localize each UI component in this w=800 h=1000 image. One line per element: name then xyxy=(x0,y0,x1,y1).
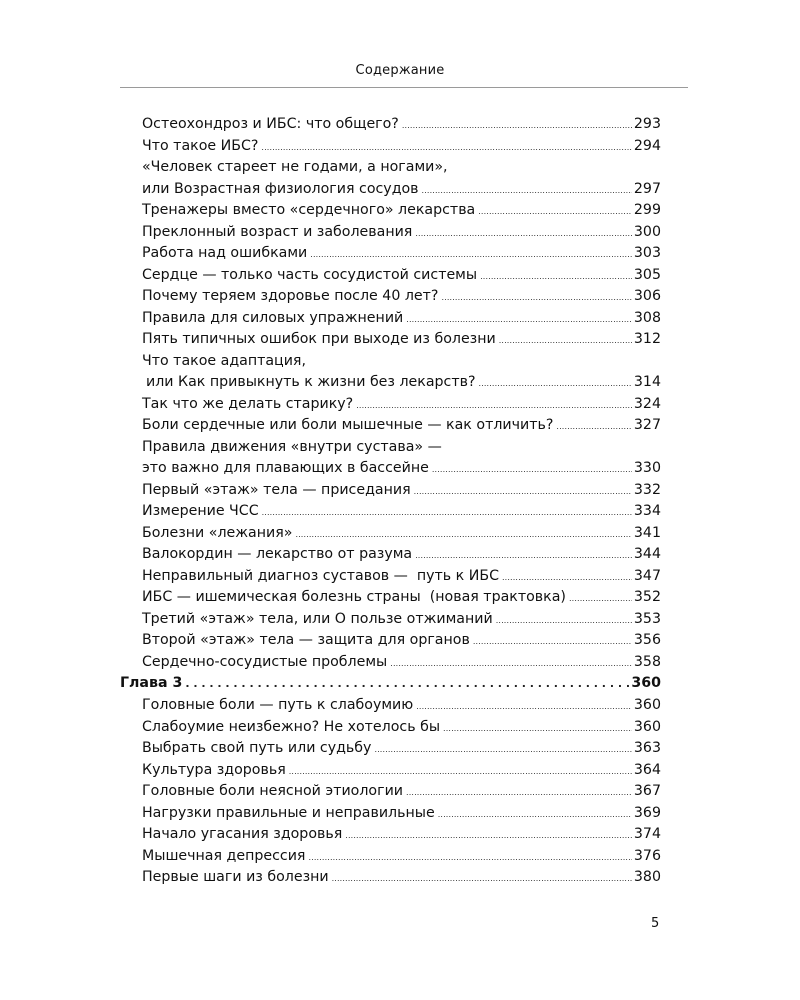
leader-dots xyxy=(262,508,632,517)
header-rule xyxy=(120,87,688,88)
toc-entry-page: 314 xyxy=(633,374,661,390)
toc-entry-title: это важно для плавающих в бассейне xyxy=(142,460,429,476)
toc-entry xyxy=(120,245,661,267)
toc-entry-title: или Как привыкнуть к жизни без лекарств? xyxy=(146,374,476,390)
leader-dots xyxy=(289,767,632,776)
leader-dots xyxy=(473,637,632,646)
toc-entry xyxy=(120,869,661,891)
toc-entry xyxy=(120,267,661,289)
toc-entry-page: 369 xyxy=(633,804,661,821)
toc-entry-title: Первые шаги из болезни xyxy=(142,869,329,885)
toc-entry xyxy=(120,396,661,418)
toc-entry-title: Тренажеры вместо «сердечного» лекарства xyxy=(142,202,476,218)
table-of-contents xyxy=(120,116,661,891)
page-number: 5 xyxy=(651,916,660,931)
toc-entry-page: 303 xyxy=(633,245,661,261)
toc-entry-page: 332 xyxy=(633,481,661,498)
toc-entry-page: 352 xyxy=(633,589,661,605)
toc-entry-title: Третий «этаж» тела, или О пользе отжиманий xyxy=(142,610,493,627)
leader-dots xyxy=(414,487,632,496)
toc-entry-title: Болезни «лежания» xyxy=(142,524,293,541)
toc-entry-page: 334 xyxy=(633,503,661,519)
toc-entry-page: 367 xyxy=(633,783,661,799)
toc-entry-title: Мышечная депрессия xyxy=(142,847,306,864)
leader-dots xyxy=(185,677,629,690)
toc-entry-page: 358 xyxy=(633,653,661,670)
leader-dots xyxy=(556,422,632,431)
leader-dots xyxy=(438,810,632,819)
toc-entry-page: 308 xyxy=(633,309,661,326)
toc-entry-title: Преклонный возраст и заболевания xyxy=(142,223,413,240)
toc-entry xyxy=(120,848,661,870)
leader-dots xyxy=(390,659,632,668)
toc-entry-title: «Человек стареет не годами, а ногами», xyxy=(142,159,448,175)
toc-entry xyxy=(120,374,661,396)
leader-dots xyxy=(415,229,632,238)
toc-entry-title: Правила для силовых упражнений xyxy=(142,309,404,326)
toc-chapter-page: 360 xyxy=(631,675,661,691)
toc-entry-title: Слабоумие неизбежно? Не хотелось бы xyxy=(142,718,441,735)
toc-entry xyxy=(120,202,661,224)
toc-entry-page: 364 xyxy=(633,761,661,778)
leader-dots xyxy=(479,379,632,388)
toc-entry-title: Что такое ИБС? xyxy=(142,137,259,154)
leader-dots xyxy=(499,336,632,345)
leader-dots xyxy=(310,250,632,259)
toc-entry-title: Почему теряем здоровье после 40 лет? xyxy=(142,288,439,304)
leader-dots xyxy=(406,788,632,797)
toc-entry-page: 299 xyxy=(633,202,661,218)
toc-entry-page: 356 xyxy=(633,632,661,648)
toc-entry xyxy=(120,632,661,654)
toc-entry xyxy=(120,503,661,525)
toc-entry-title: Так что же делать старику? xyxy=(142,395,354,412)
toc-chapter-entry xyxy=(120,675,661,697)
leader-dots xyxy=(441,293,631,302)
toc-entry xyxy=(120,116,661,138)
toc-entry-page: 341 xyxy=(633,524,661,541)
toc-entry-title: Второй «этаж» тела — защита для органов xyxy=(142,632,470,648)
toc-entry-title: Начало угасания здоровья xyxy=(142,826,343,842)
leader-dots xyxy=(332,874,632,883)
toc-entry xyxy=(120,353,661,375)
toc-entry xyxy=(120,439,661,461)
leader-dots xyxy=(432,465,632,474)
toc-entry-page: 347 xyxy=(633,567,661,584)
toc-entry xyxy=(120,181,661,203)
toc-entry-title: Выбрать свой путь или судьбу xyxy=(142,740,372,756)
toc-entry-title: Правила движения «внутри сустава» — xyxy=(142,438,442,455)
toc-entry-page: 294 xyxy=(633,137,661,154)
toc-entry xyxy=(120,482,661,504)
toc-entry-title: Первый «этаж» тела — приседания xyxy=(142,481,411,498)
toc-entry-page: 374 xyxy=(633,826,661,842)
toc-entry-title: Валокордин — лекарство от разума xyxy=(142,546,413,562)
toc-entry-title: Сердце — только часть сосудистой системы xyxy=(142,266,478,283)
toc-entry xyxy=(120,611,661,633)
toc-entry-page: 305 xyxy=(633,266,661,283)
toc-entry-title: Головные боли — путь к слабоумию xyxy=(142,697,414,713)
toc-entry xyxy=(120,417,661,439)
leader-dots xyxy=(443,724,632,733)
toc-entry xyxy=(120,740,661,762)
toc-entry-page: 293 xyxy=(633,116,661,132)
toc-entry-page: 360 xyxy=(633,718,661,735)
toc-entry xyxy=(120,224,661,246)
toc-entry-title: Нагрузки правильные и неправильные xyxy=(142,804,435,821)
toc-entry-title: Боли сердечные или боли мышечные — как отличить? xyxy=(142,417,554,433)
toc-entry xyxy=(120,826,661,848)
leader-dots xyxy=(502,573,632,582)
running-header: Содержание xyxy=(355,63,445,78)
toc-entry-title: Что такое адаптация, xyxy=(142,352,306,369)
toc-entry xyxy=(120,654,661,676)
toc-entry-page: 360 xyxy=(633,697,661,713)
toc-entry-page: 306 xyxy=(633,288,661,304)
leader-dots xyxy=(374,745,631,754)
toc-entry-page: 297 xyxy=(633,180,661,197)
toc-entry xyxy=(120,805,661,827)
toc-entry xyxy=(120,159,661,181)
leader-dots xyxy=(295,530,631,539)
toc-entry-title: Неправильный диагноз суставов — путь к ИБС xyxy=(142,567,499,584)
toc-entry-title: Культура здоровья xyxy=(142,761,286,778)
toc-entry xyxy=(120,288,661,310)
leader-dots xyxy=(406,315,632,324)
toc-entry-title: или Возрастная физиология сосудов xyxy=(142,180,419,197)
leader-dots xyxy=(415,551,632,560)
leader-dots xyxy=(478,207,632,216)
leader-dots xyxy=(496,616,632,625)
toc-entry-title: Работа над ошибками xyxy=(142,245,308,261)
leader-dots xyxy=(569,594,632,603)
toc-entry xyxy=(120,719,661,741)
toc-entry-title: Головные боли неясной этиологии xyxy=(142,783,404,799)
toc-entry-title: Остеохондроз и ИБС: что общего? xyxy=(142,116,399,132)
toc-entry xyxy=(120,589,661,611)
toc-entry xyxy=(120,460,661,482)
toc-entry-page: 312 xyxy=(633,331,661,347)
leader-dots xyxy=(356,401,632,410)
toc-entry-page: 363 xyxy=(633,740,661,756)
toc-entry xyxy=(120,310,661,332)
leader-dots xyxy=(416,702,632,711)
toc-entry-page: 330 xyxy=(633,460,661,476)
toc-chapter-title: Глава 3 xyxy=(120,675,183,691)
toc-entry xyxy=(120,331,661,353)
leader-dots xyxy=(480,272,632,281)
leader-dots xyxy=(261,143,631,152)
toc-entry xyxy=(120,138,661,160)
toc-entry xyxy=(120,525,661,547)
toc-entry xyxy=(120,546,661,568)
toc-entry xyxy=(120,783,661,805)
toc-entry-page: 344 xyxy=(633,546,661,562)
toc-entry-page: 380 xyxy=(633,869,661,885)
toc-entry-page: 300 xyxy=(633,223,661,240)
leader-dots xyxy=(308,853,631,862)
toc-entry-page: 327 xyxy=(633,417,661,433)
toc-entry xyxy=(120,762,661,784)
toc-entry-page: 324 xyxy=(633,395,661,412)
toc-entry xyxy=(120,697,661,719)
toc-entry xyxy=(120,568,661,590)
toc-entry-title: Измерение ЧСС xyxy=(142,503,259,519)
toc-entry-title: Пять типичных ошибок при выходе из болезни xyxy=(142,331,496,347)
leader-dots xyxy=(402,121,632,130)
toc-entry-page: 353 xyxy=(633,610,661,627)
leader-dots xyxy=(422,186,632,195)
toc-entry-title: Сердечно-сосудистые проблемы xyxy=(142,653,388,670)
toc-entry-page: 376 xyxy=(633,847,661,864)
toc-entry-title: ИБС — ишемическая болезнь страны (новая трактовка) xyxy=(142,589,566,605)
leader-dots xyxy=(345,831,632,840)
